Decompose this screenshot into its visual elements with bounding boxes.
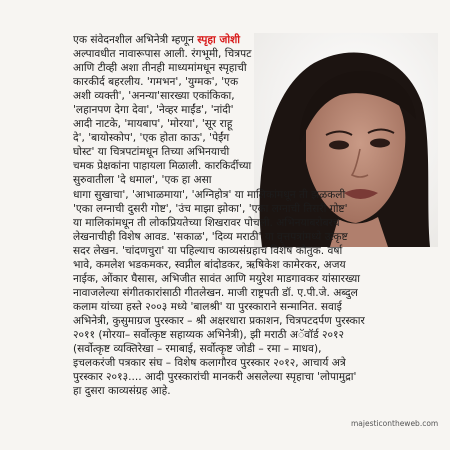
- author-name-highlight: स्पृहा जोशी: [197, 34, 241, 46]
- article-line: धागा सुखाचा', 'आभाळमाया', 'अग्निहोत्र' या मालिकांमधून ती झळकली: [73, 188, 346, 201]
- article-line: २०११ (मोरया– सर्वोत्कृष्ट सहाय्यक अभिनेत्री), झी मराठी अॅवॉर्ड २०१२: [73, 328, 345, 341]
- article-line: सुरुवातीला 'दे धमाल', 'एक हा असा: [73, 174, 212, 187]
- site-watermark: majesticontheweb.com: [351, 419, 439, 428]
- article-text: एक संवेदनशील अभिनेत्री म्हणून: [73, 34, 198, 46]
- article-line: नाईक, ओंकार घैसास, अभिजीत सावंत आणि मयुरेश माडगावकर यांसारख्या: [73, 272, 361, 285]
- article-line: कारकीर्द बहरलीय. 'गमभन', 'युग्मक', 'एक: [73, 76, 239, 89]
- article-line: अल्पावधीत नावारूपास आली. रंगभूमी, चित्रपट: [73, 48, 252, 61]
- article-line: 'एका लग्नाची दुसरी गोष्ट', 'उंच माझा झोका', 'एका लग्नाची तिसरी गोष्ट': [73, 202, 348, 215]
- article-line: इचलकरंजी पत्रकार संघ – विशेष कलागौरव पुरस्कार २०१२, आचार्य अत्रे: [73, 357, 346, 370]
- article-line: कलाम यांच्या हस्ते २००३ मध्ये 'बालश्री' या पुरस्काराने सन्मानित. सवाई: [73, 300, 342, 313]
- article-line-1: [73, 33, 251, 47]
- article-line: (सर्वोत्कृष्ट व्यक्तिरेखा – रमाबाई, सर्वोत्कृष्ट जोडी – रमा – माधव),: [73, 343, 322, 356]
- article-body: [73, 33, 433, 398]
- article-line: दे', 'बायोस्कोप', 'एक होता काऊ', 'पेईंग: [73, 132, 230, 145]
- article-line: अशी व्यक्ती', 'अनन्या'सारख्या एकांकिका,: [73, 90, 235, 103]
- article-line: आदी नाटके, 'मायबाप', 'मोरया', 'सूर राहू: [73, 118, 233, 131]
- article-line: घोस्ट' या चित्रपटांमधून तिच्या अभिनयाची: [73, 146, 230, 159]
- article-line: सदर लेखन. 'चांदणचुरा' या पहिल्याच काव्यसंग्रहाचं विशेष कौतुक. वर्षा: [73, 244, 343, 257]
- article-line: पुरस्कार २०१३.... आदी पुरस्कारांची मानकरी असलेल्या स्पृहाचा 'लोपामुद्रा': [73, 371, 357, 384]
- article-line: 'लहानपण देगा देवा', 'नेव्हर माईंड', 'नांदी': [73, 104, 234, 117]
- article-line: आणि टीव्ही अशा तीनही माध्यमांमधून स्पृहाची: [73, 62, 247, 75]
- article-line: या मालिकांमधून ती लोकप्रियतेच्या शिखरावर पोचली. अभिनयाबरोबरच: [73, 216, 340, 229]
- article-line: लेखनाचीही विशेष आवड. 'सकाळ', 'दिव्य मराठी' या वृत्तपत्रांमध्ये उत्कृष्ट: [73, 230, 348, 243]
- article-line: नावाजलेल्या संगीतकारांसाठी गीतलेखन. माजी राष्ट्रपती डॉ. ए.पी.जे. अब्दुल: [73, 286, 358, 299]
- article-line: भावे, कमलेश भडकमकर, स्वप्नील बांदोडकर, ऋषिकेश कामेरकर, अजय: [73, 258, 346, 271]
- article-line: चमक प्रेक्षकांना पाहायला मिळाली. कारकिर्दीच्या: [73, 160, 252, 173]
- article-line: हा दुसरा काव्यसंग्रह आहे.: [73, 385, 171, 398]
- article-line: अभिनेत्री, कुसुमाग्रज पुरस्कार – श्री अक्षरधारा प्रकाशन, चित्रपटदर्पण पुरस्कार: [73, 314, 365, 327]
